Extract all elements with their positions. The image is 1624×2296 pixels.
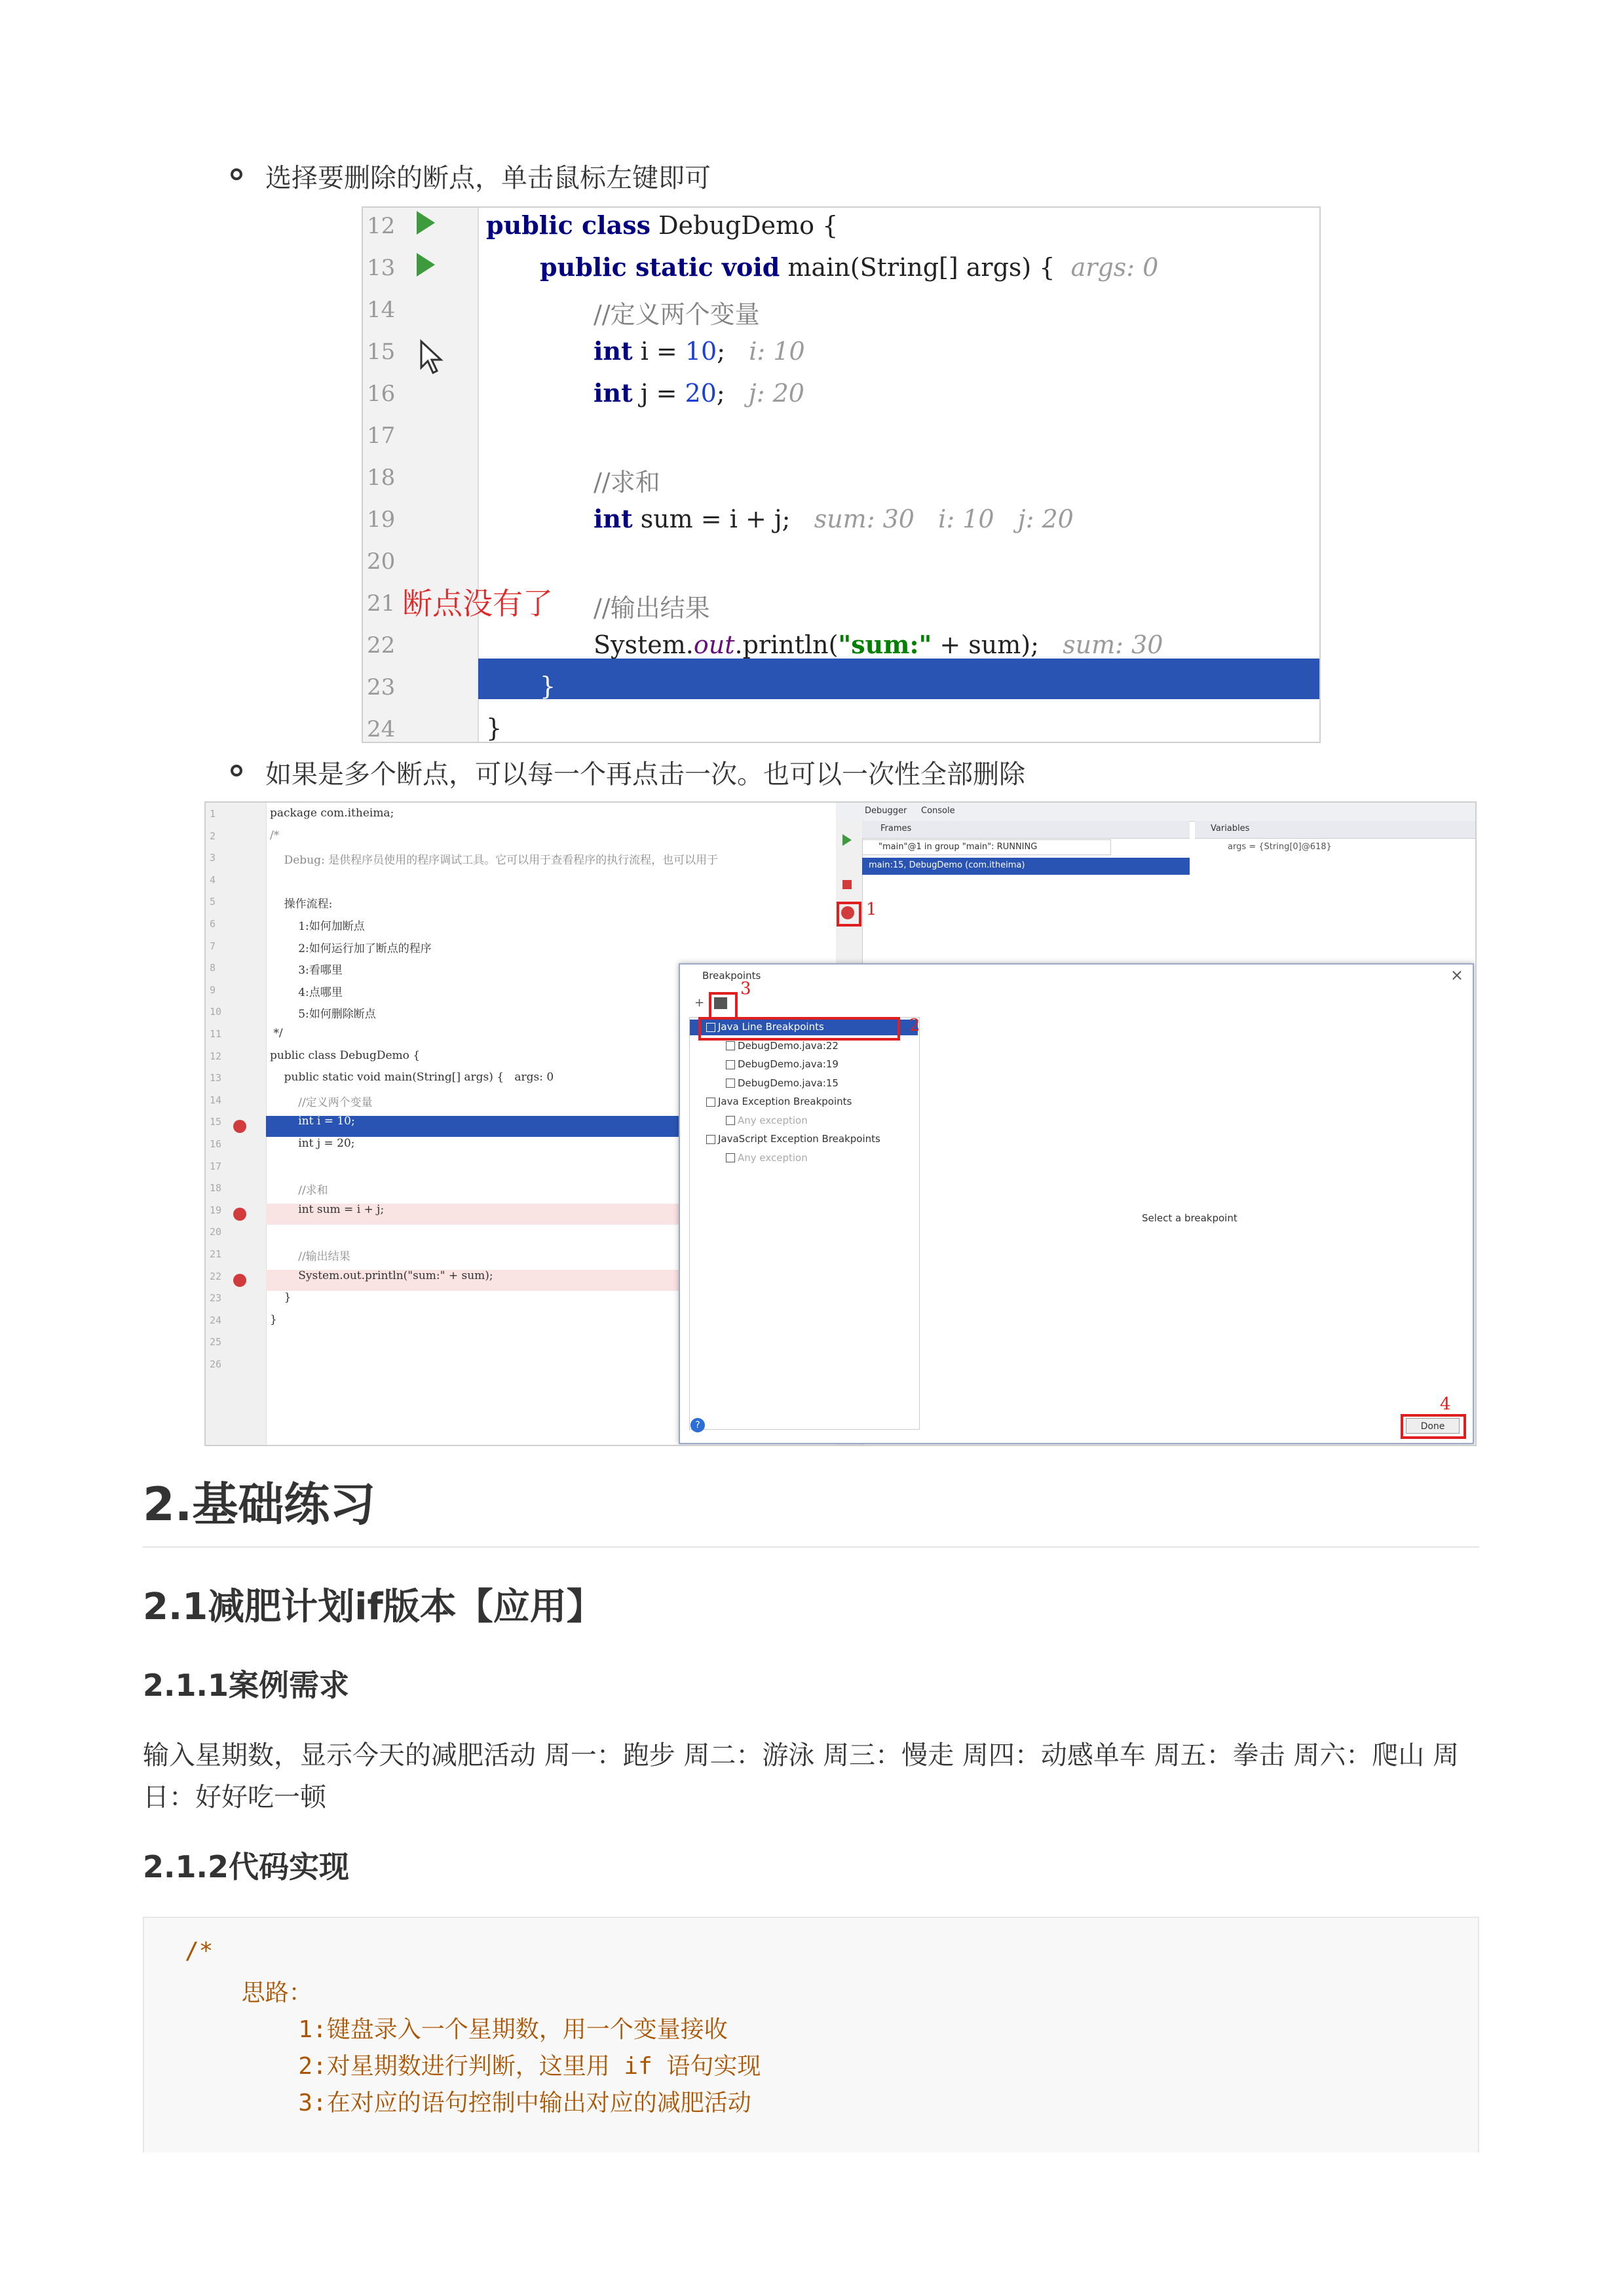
code-text: sum = i + j; [632,505,791,533]
code-line-21 [594,588,710,624]
code-keyword: public class [486,210,651,240]
line-number: 23 [367,674,396,700]
variables-header [1195,821,1475,839]
breakpoint-icon[interactable] [233,1208,246,1221]
line-number: 22 [367,632,396,659]
tree-item[interactable] [726,1058,839,1070]
code-line: int j = 20; [270,1137,355,1150]
tree-item[interactable] [726,1152,808,1164]
bullet-marker [231,168,242,180]
dialog-title: Breakpoints [702,970,761,982]
step-marker: 2 [909,1016,920,1035]
code-line: package com.itheima; [270,807,394,820]
code-brace: } [486,714,502,742]
code-screenshot-single-breakpoint [362,206,1321,743]
tab-console[interactable]: Console [921,806,955,816]
line-number: 16 [210,1138,222,1150]
code-comment: //定义两个变量 [594,300,760,329]
code-text: DebugDemo { [651,211,839,240]
variables-label: Variables [1211,824,1250,833]
code-text: j = [632,379,685,408]
code-text: ; [717,337,726,366]
code-number: 20 [685,379,717,408]
line-number: 9 [210,984,216,996]
step-marker: 4 [1440,1394,1451,1414]
code-line-24 [486,714,502,742]
code-line: /* [270,828,280,842]
select-breakpoint-text: Select a breakpoint [1142,1212,1237,1224]
ide-screenshot-breakpoints-dialog [204,801,1477,1446]
code-text: + sum); [932,630,1039,659]
tree-item[interactable] [706,1021,824,1033]
highlight-box-view-breakpoints [837,902,861,927]
tree-item-label: DebugDemo.java:15 [738,1077,839,1089]
requirements-text: 输入星期数，显示今天的减肥活动 周一：跑步 周二：游泳 周三：慢走 周四：动感单车 周五：拳击 周六：爬山 周日：好好吃一顿 [143,1740,1460,1812]
code-line: 3:看哪里 [270,964,343,978]
step-marker: 1 [866,900,877,919]
code-comment-line: /* [185,1938,214,1964]
tree-item[interactable] [706,1096,852,1107]
code-keyword: int [594,504,633,533]
requirements-heading: 2.1.1案例需求 [143,1668,349,1703]
code-comment-line: 思路： [185,1980,312,2006]
code-comment-line: 2:对星期数进行判断，这里用 if 语句实现 [185,2053,761,2080]
line-number: 20 [210,1226,222,1238]
code-text: ; [716,379,725,408]
line-number: 2 [210,830,216,842]
tree-item-label: JavaScript Exception Breakpoints [718,1133,880,1145]
breakpoint-icon[interactable] [233,1274,246,1287]
variable-row[interactable] [1228,842,1332,852]
resume-icon[interactable] [842,834,852,846]
line-number: 18 [367,465,396,491]
code-line: 4:点哪里 [270,985,343,999]
tree-item[interactable] [726,1077,839,1089]
line-number: 5 [210,896,216,908]
line-number: 13 [210,1072,222,1084]
line-number: 4 [210,873,216,886]
mouse-cursor-icon [419,339,445,375]
tree-item[interactable] [726,1040,839,1052]
code-line: 操作流程: [270,898,333,911]
line-number: 18 [210,1182,222,1195]
code-comment: //求和 [594,468,660,497]
close-icon[interactable]: × [1450,966,1463,984]
code-line: public static void main(String[] args) { args: 0 [270,1071,554,1084]
checkbox[interactable] [726,1116,735,1125]
line-number: 26 [210,1358,222,1370]
thread-label: "main"@1 in group "main": RUNNING [878,842,1038,852]
checkbox[interactable] [706,1098,715,1107]
inline-debug-value: sum: 30 [1063,630,1163,659]
code-comment-line: 1:键盘录入一个星期数，用一个变量接收 [185,2016,728,2043]
code-line: //求和 [270,1184,328,1198]
bullet-marker [231,765,242,776]
code-line: } [270,1312,277,1326]
line-number: 19 [367,507,396,533]
line-number: 19 [210,1204,222,1216]
code-line: Debug: 是供程序员使用的程序调试工具。它可以用于查看程序的执行流程，也可以用于 [270,854,719,868]
frame-row-selected[interactable] [862,858,1190,875]
thread-selector[interactable] [862,839,1111,855]
tree-item-label: Any exception [738,1151,808,1164]
breakpoint-icon[interactable] [233,1120,246,1133]
line-number: 15 [210,1116,222,1128]
line-number: 11 [210,1028,222,1040]
frames-label: Frames [880,824,912,833]
code-keyword: int [594,378,633,408]
code-line-18 [594,462,660,498]
tree-item-label: Java Exception Breakpoints [718,1096,852,1107]
code-line-12 [486,210,838,240]
line-number: 15 [367,339,396,365]
code-line: //输出结果 [270,1250,350,1263]
line-number: 17 [367,423,396,449]
line-number: 21 [210,1248,222,1260]
checkbox[interactable] [726,1060,735,1069]
tree-item[interactable] [726,1115,808,1126]
run-icon[interactable] [417,253,435,277]
code-line: 5:如何删除断点 [270,1008,376,1022]
code-string: "sum:" [838,630,932,659]
tree-item-label: DebugDemo.java:19 [738,1058,839,1070]
done-button[interactable]: Done [1406,1418,1460,1434]
line-number: 17 [210,1160,222,1172]
line-number: 22 [210,1270,222,1282]
line-number: 6 [210,918,216,930]
code-line-19 [594,504,1074,533]
code-text: main(String[] args) { [780,253,1055,282]
line-number: 12 [210,1050,222,1062]
inline-debug-value: args: 0 [1070,253,1159,282]
frames-header [862,821,1190,839]
line-number: 16 [367,381,396,407]
code-line-15 [594,336,805,366]
bullet-text: 选择要删除的断点，单击鼠标左键即可 [265,163,711,193]
checkbox[interactable] [726,1079,735,1088]
tab-debugger[interactable]: Debugger [865,806,907,816]
line-number: 21 [367,590,396,617]
code-line: 1:如何加断点 [270,920,365,933]
line-number: 1 [210,808,216,820]
subsection-heading: 2.1减肥计划if版本【应用】 [143,1586,603,1628]
tree-item[interactable] [706,1133,880,1145]
code-line: System.out.println("sum:" + sum); [270,1269,493,1282]
highlight-box-remove [709,992,738,1020]
tree-item-label: Any exception [738,1114,808,1126]
debugger-toolbar [836,803,1475,822]
line-number: 3 [210,852,216,864]
code-line: public class DebugDemo { [270,1048,421,1062]
code-line: int i = 10; [270,1115,355,1128]
code-line-22 [594,630,1163,659]
line-number: 14 [367,297,396,323]
tree-item-label: DebugDemo.java:22 [738,1039,839,1052]
line-number: 25 [210,1336,222,1349]
frame-label: main:15, DebugDemo (com.itheima) [869,860,1025,870]
inline-debug-value: j: 20 [748,379,804,408]
variable-label: args = {String[0]@618} [1228,842,1332,852]
current-line-highlight [478,659,1319,699]
annotation-breakpoint-removed: 断点没有了 [402,586,553,621]
run-icon[interactable] [417,211,435,235]
code-comment: //输出结果 [594,594,710,622]
line-number: 7 [210,940,216,952]
code-keyword: int [594,336,633,366]
code-static-field: out [693,630,735,659]
code-line-23 [540,672,556,700]
code-text: i = [632,337,685,366]
code-line: */ [270,1027,283,1040]
line-number: 8 [210,962,216,974]
inline-debug-value: i: 10 [749,337,805,366]
line-number: 23 [210,1292,222,1305]
code-brace: } [540,672,556,700]
code-text: System. [594,630,694,659]
line-number: 24 [210,1314,222,1326]
code-line: 2:如何运行加了断点的程序 [270,942,432,955]
line-number: 20 [367,548,396,575]
tree-item-label: Java Line Breakpoints [718,1021,824,1033]
step-marker: 3 [740,979,751,999]
code-line: int sum = i + j; [270,1202,385,1216]
code-line-16 [594,378,804,408]
code-line: } [270,1291,292,1305]
code-line: //定义两个变量 [270,1096,373,1109]
section-heading: 2.基础练习 [143,1478,376,1531]
line-number: 10 [210,1006,222,1018]
add-icon[interactable]: + [694,996,705,1010]
line-number: 13 [367,255,396,281]
stop-icon[interactable] [842,880,852,889]
checkbox[interactable] [706,1135,715,1144]
line-number: 12 [367,213,396,239]
code-block [143,1917,1479,2152]
code-line-14 [594,294,760,330]
checkbox[interactable] [706,1023,715,1032]
bullet-text: 如果是多个断点，可以每一个再点击一次。也可以一次性全部删除 [265,759,1025,790]
highlight-box-done [1401,1414,1466,1439]
code-text: .println( [734,630,839,659]
checkbox[interactable] [726,1153,735,1162]
line-number: 14 [210,1094,222,1106]
inline-debug-value: sum: 30 i: 10 j: 20 [814,505,1074,533]
dialog-toolbar [694,996,704,1010]
code-line-13 [540,252,1158,282]
heading-divider [143,1546,1479,1548]
checkbox[interactable] [726,1041,735,1050]
code-heading: 2.1.2代码实现 [143,1849,349,1885]
code-number: 10 [685,337,717,366]
code-comment-line: 3:在对应的语句控制中输出对应的减肥活动 [185,2090,751,2116]
breakpoints-dialog [679,963,1474,1444]
help-icon[interactable]: ? [690,1418,705,1432]
code-keyword: public static void [540,252,780,282]
line-number: 24 [367,716,396,742]
